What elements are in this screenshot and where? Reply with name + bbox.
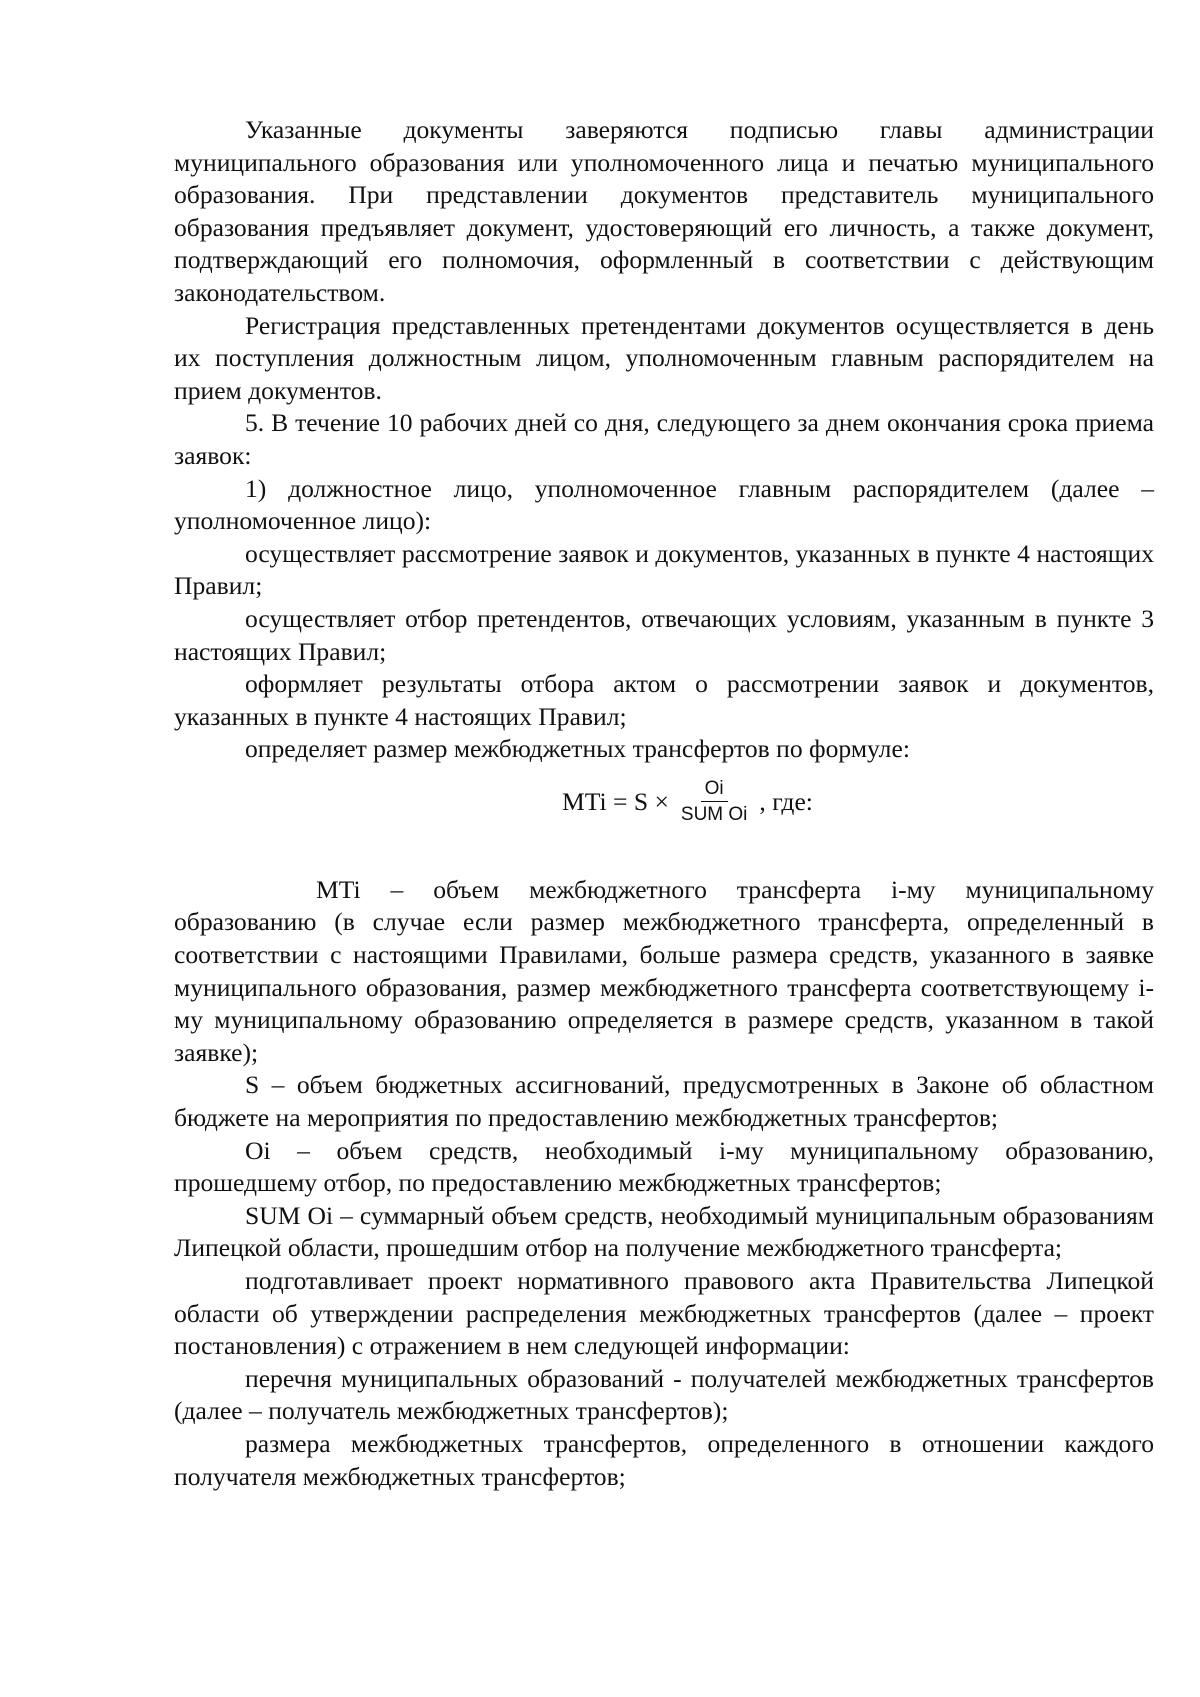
definition-text: – объем бюджетных ассигнований, предусмотренных в Законе об областном бюджете на мероприятия по предоставлению межбюджетных трансфертов; bbox=[174, 1070, 1154, 1133]
paragraph-recipients-list: перечня муниципальных образований - получателей межбюджетных трансфертов (далее – получатель межбюджетных трансфертов); bbox=[174, 1363, 1154, 1426]
formula bbox=[562, 778, 813, 826]
formula-denominator: SUM Oi bbox=[680, 803, 748, 825]
paragraph-draft-act: подготавливает проект нормативного правового акта Правительства Липецкой области об утверждении распределения межбюджетных трансфертов (далее – проект постановления) с отражением в нем следующей информации: bbox=[174, 1266, 1154, 1361]
definition-mti bbox=[174, 874, 1154, 1070]
formula-block bbox=[174, 774, 1154, 846]
formula-suffix: , где: bbox=[759, 786, 813, 816]
paragraph-registration: Регистрация представленных претендентами документов осуществляется в день их поступления должностным лицом, уполномоченным главным распорядителем на прием документов. bbox=[174, 310, 1154, 405]
paragraph-documents-certification: Указанные документы заверяются подписью главы администрации муниципального образования или уполномоченного лица и печатью муниципального образования. При представлении документов представитель муниципального образования предъявляет документ, удостоверяющий его личность, а также документ, подтверждающий его полномочия, оформленный в соответствии с действующим законодательством. bbox=[174, 115, 1154, 307]
paragraph-subitem-1: 1) должностное лицо, уполномоченное главным распорядителем (далее – уполномоченное лицо): bbox=[174, 473, 1154, 536]
formula-fraction bbox=[677, 778, 752, 826]
definition-text: – суммарный объем средств, необходимый муниципальным образованиям Липецкой области, прошедшим отбор на получение межбюджетного трансферта; bbox=[174, 1200, 1155, 1263]
definition-text: – объем межбюджетного трансферта i-му муниципальному образованию (в случае если размер межбюджетного трансферта, определенный в соответствии с настоящими Правилами, больше размера средств, указанного в заявке муниципального образования, размер межбюджетного трансферта соответствующему i-му муниципальному образованию определяется в размере средств, указанном в такой заявке); bbox=[174, 874, 1154, 1067]
definition-text: – объем средств, необходимый i-му муниципальному образованию, прошедшему отбор, по предоставлению межбюджетных трансфертов; bbox=[174, 1135, 1154, 1198]
definition-term: SUM Oi bbox=[245, 1200, 334, 1230]
paragraph-selection: осуществляет отбор претендентов, отвечающих условиям, указанным в пункте 3 настоящих Правил; bbox=[174, 603, 1154, 666]
paragraph-transfer-amount: размера межбюджетных трансфертов, определенного в отношении каждого получателя межбюджетных трансфертов; bbox=[174, 1428, 1154, 1491]
paragraph-formula-intro: определяет размер межбюджетных трансфертов по формуле: bbox=[245, 734, 910, 764]
definition-oi bbox=[174, 1135, 1154, 1200]
definition-sum-oi bbox=[174, 1200, 1154, 1265]
definition-term: S bbox=[245, 1070, 260, 1100]
definition-term: Oi bbox=[245, 1135, 271, 1165]
definition-term: MTi bbox=[316, 874, 361, 904]
document-body bbox=[174, 114, 1154, 1493]
formula-numerator: Oi bbox=[701, 778, 728, 802]
definition-s bbox=[174, 1069, 1154, 1134]
paragraph-results-act: оформляет результаты отбора актом о рассмотрении заявок и документов, указанных в пункте 4 настоящих Правил; bbox=[174, 669, 1154, 731]
paragraph-item-5: 5. В течение 10 рабочих дней со дня, следующего за днем окончания срока приема заявок: bbox=[174, 408, 1154, 470]
paragraph-review-applications: осуществляет рассмотрение заявок и документов, указанных в пункте 4 настоящих Правил; bbox=[174, 538, 1154, 601]
formula-lhs: MTi = S × bbox=[562, 786, 669, 816]
